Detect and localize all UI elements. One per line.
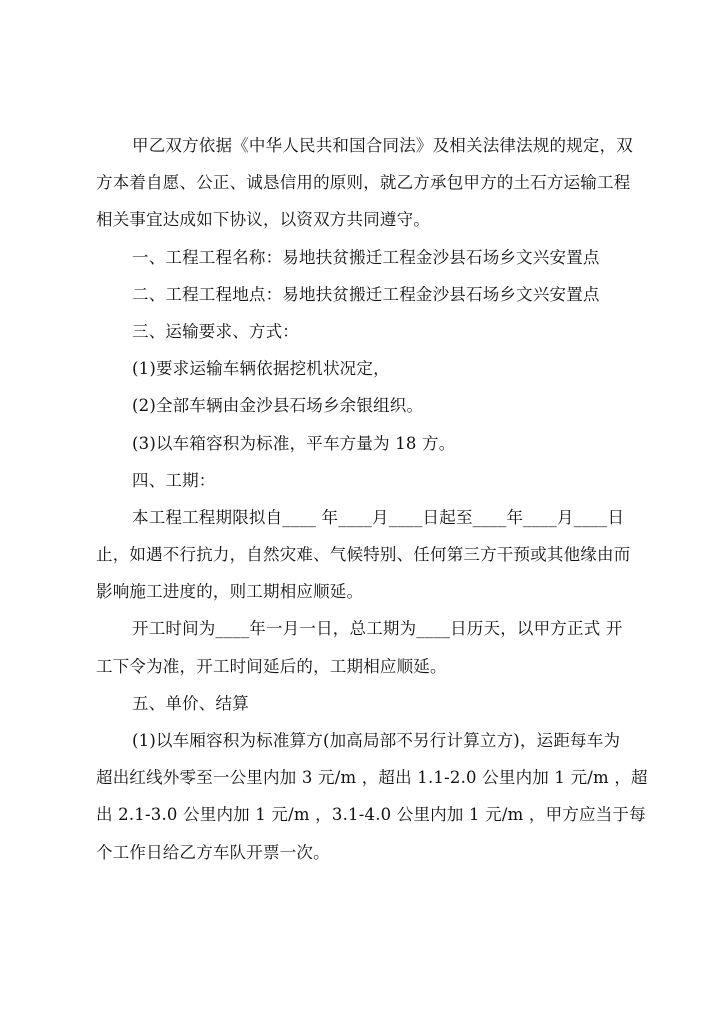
section-heading: 五、单价、结算 <box>132 693 249 713</box>
list-item: (2)全部车辆由金沙县石场乡余银组织。 <box>132 396 424 416</box>
list-item: (1)要求运输车辆依据挖机状况定， <box>132 359 390 379</box>
paragraph-line: 方本着自愿、公正、诚恳信用的原则，就乙方承包甲方的土石方运输工程 <box>96 173 631 193</box>
list-item: (3)以车箱容积为标准，平车方量为 18 方。 <box>132 433 456 453</box>
document-body <box>96 132 648 876</box>
paragraph-line: 止，如遇不行抗力，自然灾难、气候特别、任何第三方干预或其他缘由而 <box>96 545 631 565</box>
section-heading: 四、工期： <box>132 470 216 490</box>
paragraph-line: 影响施工进度的，则工期相应顺延。 <box>96 582 364 602</box>
paragraph-line: 开工时间为____年一月一日，总工期为____日历天，以甲方正式 开 <box>132 619 623 639</box>
project-location-line: 二、工程工程地点：易地扶贫搬迁工程金沙县石场乡文兴安置点 <box>132 284 600 304</box>
paragraph-line: 出 2.1-3.0 公里内加 1 元/m ，3.1-4.0 公里内加 1 元/m ，甲方应当于每 <box>96 805 646 825</box>
paragraph-line: 个工作日给乙方车队开票一次。 <box>96 842 330 862</box>
paragraph-line: 本工程工程期限拟自____ 年____月____日起至____年____月____日 <box>132 507 625 527</box>
paragraph-line: 甲乙双方依据《中华人民共和国合同法》及相关法律法规的规定，双 <box>132 136 633 155</box>
section-heading: 三、运输要求、方式： <box>132 321 299 341</box>
list-item: (1)以车厢容积为标准算方(加高局部不另行计算立方)，运距每车为 <box>132 731 621 750</box>
paragraph-line: 相关事宜达成如下协议，以资双方共同遵守。 <box>96 210 430 230</box>
paragraph-line: 工下令为准，开工时间延后的，工期相应顺延。 <box>96 656 447 676</box>
project-name-line: 一、工程工程名称：易地扶贫搬迁工程金沙县石场乡文兴安置点 <box>132 247 600 267</box>
paragraph-line: 超出红线外零至一公里内加 3 元/m ，超出 1.1-2.0 公里内加 1 元/m ，超 <box>96 768 648 788</box>
